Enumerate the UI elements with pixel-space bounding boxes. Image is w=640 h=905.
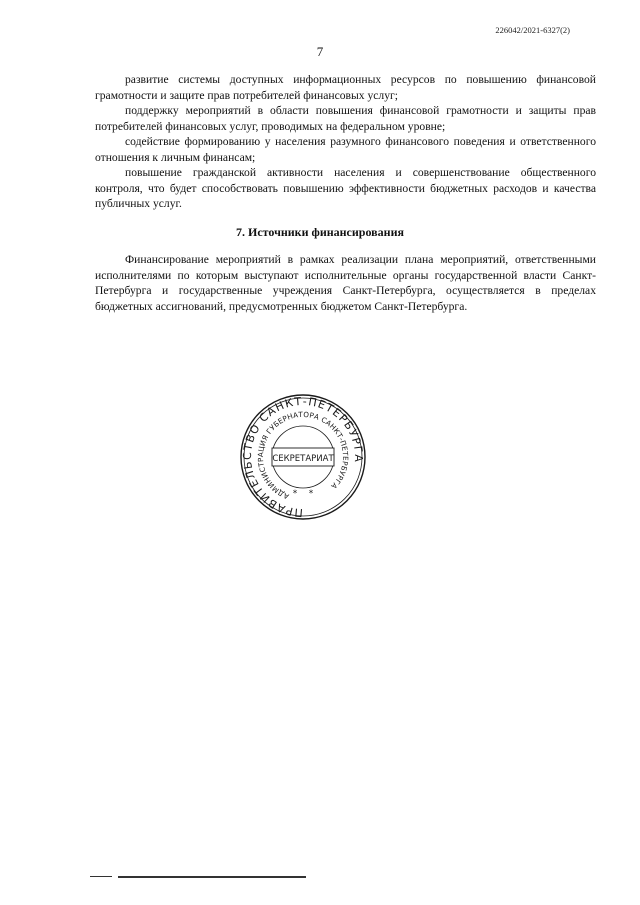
- paragraph: повышение гражданской активности населения и совершенствование общественного контроля, что будет способствовать повышению эффективности бюджетных расходов и качества публичных услуг.: [95, 166, 596, 210]
- paragraph: развитие системы доступных информационных ресурсов по повышению финансовой грамотности и защите прав потребителей финансовых услуг;: [95, 73, 596, 102]
- list-paragraphs: [95, 72, 596, 212]
- stamp-seal-icon: [238, 392, 368, 522]
- paragraph: содействие формированию у населения разумного финансового поведения и ответственного отношения к личным финансам;: [95, 135, 596, 164]
- section-heading: 7. Источники финансирования: [236, 225, 404, 239]
- stamp-outer-text: ПРАВИТЕЛЬСТВО САНКТ-ПЕТЕРБУРГА: [240, 394, 366, 520]
- footer-divider: [90, 876, 112, 877]
- footer-divider: [118, 876, 306, 878]
- stamp-center-text: СЕКРЕТАРИАТ: [272, 454, 334, 464]
- paragraph: поддержку мероприятий в области повышения финансовой грамотности и защиты прав потребителей финансовых услуг, проводимых на федеральном уровне;: [95, 104, 596, 133]
- official-stamp: [238, 392, 368, 522]
- document-id: 226042/2021-6327(2): [495, 25, 570, 35]
- financing-paragraph: Финансирование мероприятий в рамках реализации плана мероприятий, ответственными исполнителями по которым выступают исполнительные органы государственной власти Санкт-Петербурга и государственные учреждения Санкт-Петербурга, осуществляется в пределах бюджетных ассигнований, предусмотренных бюджетом Санкт-Петербурга.: [95, 253, 596, 313]
- stamp-star: *: [292, 489, 298, 499]
- page-number: 7: [316, 44, 324, 59]
- financing-block: [95, 252, 596, 314]
- stamp-star: *: [308, 489, 314, 499]
- stamp-inner-text: АДМИНИСТРАЦИЯ ГУБЕРНАТОРА САНКТ-ПЕТЕРБУРГА: [255, 409, 351, 502]
